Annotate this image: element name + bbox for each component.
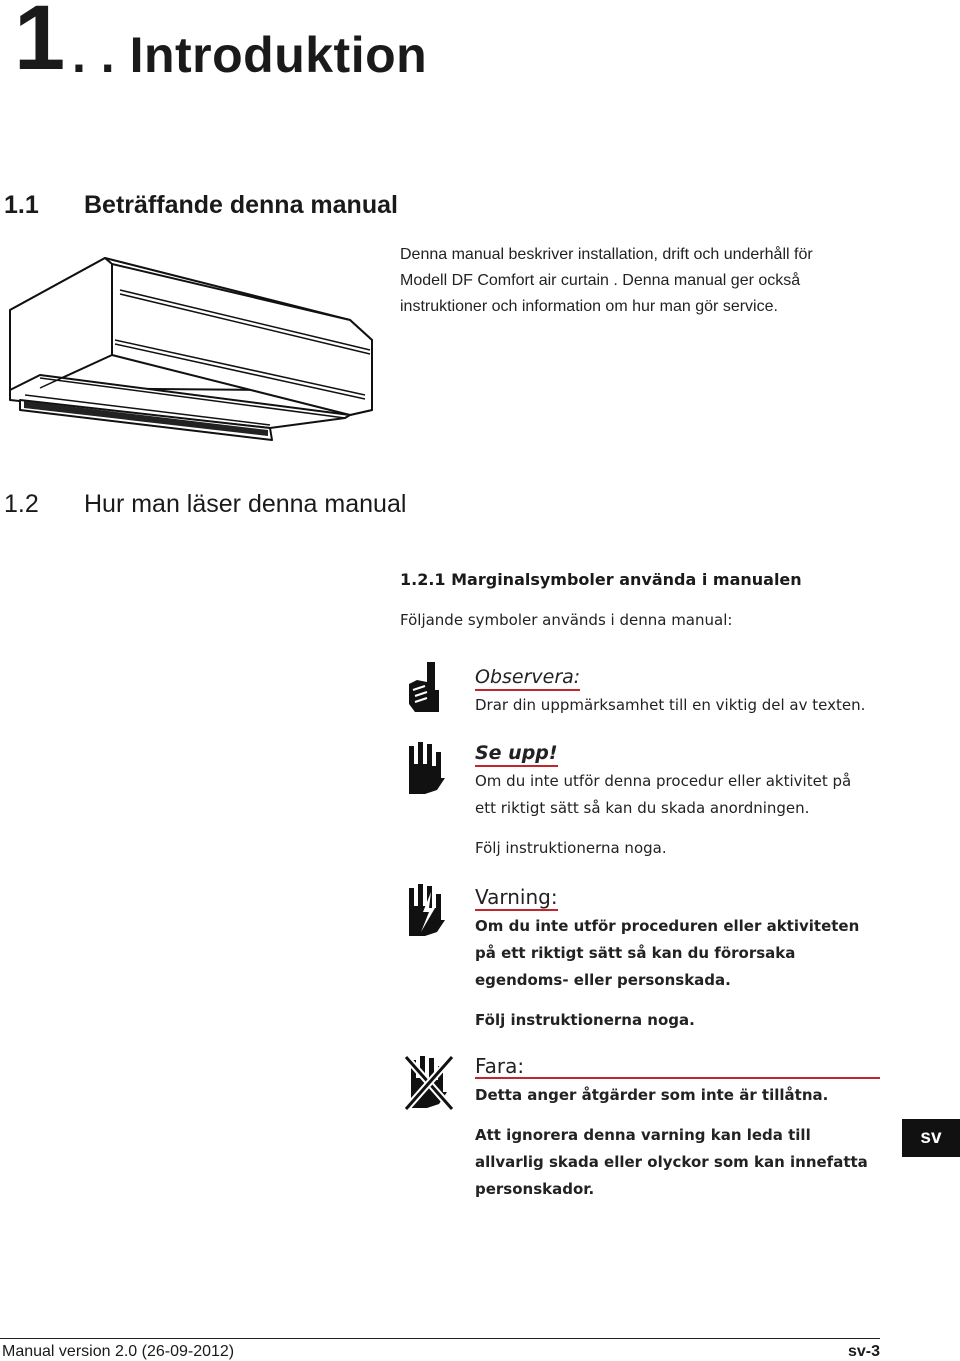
chapter-title: . . Introduktion: [72, 27, 428, 83]
observera-block: [475, 665, 895, 719]
varning-line: Om du inte utför proceduren eller aktiviteten: [475, 917, 860, 935]
section-title: Hur man läser denna manual: [84, 490, 407, 518]
varning-extra: Följ instruktionerna noga.: [475, 1011, 695, 1029]
observera-heading: Observera:: [475, 666, 580, 691]
footer-version: Manual version 2.0 (26-09-2012): [2, 1343, 235, 1360]
crossed-hand-icon: [403, 1054, 455, 1112]
fara-block: [475, 1055, 895, 1203]
raised-hand-icon: [405, 740, 449, 798]
section-1-2-heading: [4, 492, 604, 522]
subsection-1-2-1-heading: 1.2.1 Marginalsymboler använda i manualen: [400, 570, 802, 589]
varning-block: [475, 886, 895, 1034]
body-line: instruktioner och information om hur man gör service.: [400, 298, 778, 315]
fara-extra-line: Att ignorera denna varning kan leda till: [475, 1126, 811, 1144]
body-line: Modell DF Comfort air curtain . Denna manual ger också: [400, 272, 801, 289]
seupp-line: ett riktigt sätt så kan du skada anordningen.: [475, 799, 810, 817]
fara-extra-line: allvarlig skada eller olyckor som kan innefatta: [475, 1153, 868, 1171]
hand-lightning-icon: [405, 882, 449, 940]
section-1-1-heading: [4, 193, 604, 223]
seupp-line: Om du inte utför denna procedur eller aktivitet på: [475, 772, 852, 790]
body-line: Denna manual beskriver installation, drift och underhåll för: [400, 246, 813, 263]
footer-rule: [0, 1338, 880, 1339]
varning-line: på ett riktigt sätt så kan du förorsaka: [475, 944, 796, 962]
symbols-intro: Följande symboler används i denna manual:: [400, 611, 733, 629]
section-number: 1.1: [4, 191, 39, 219]
section-title: Beträffande denna manual: [84, 191, 398, 219]
observera-text: Drar din uppmärksamhet till en viktig del av texten.: [475, 696, 866, 714]
fara-line: Detta anger åtgärder som inte är tillåtna.: [475, 1086, 829, 1104]
language-tab: sv: [902, 1119, 960, 1157]
air-curtain-illustration: [0, 240, 380, 450]
seupp-extra: Följ instruktionerna noga.: [475, 839, 667, 857]
fara-heading: Fara:: [475, 1054, 525, 1078]
chapter-number: 1: [14, 0, 66, 89]
fara-extra-line: personskador.: [475, 1180, 595, 1198]
varning-heading: Varning:: [475, 885, 558, 909]
pointing-hand-icon: [405, 660, 443, 716]
seupp-heading: Se upp!: [475, 742, 558, 767]
varning-line: egendoms- eller personskada.: [475, 971, 731, 989]
section-1-1-body: [400, 242, 870, 320]
seupp-block: [475, 741, 895, 862]
page-number: sv-3: [847, 1343, 880, 1360]
section-number: 1.2: [4, 490, 39, 518]
